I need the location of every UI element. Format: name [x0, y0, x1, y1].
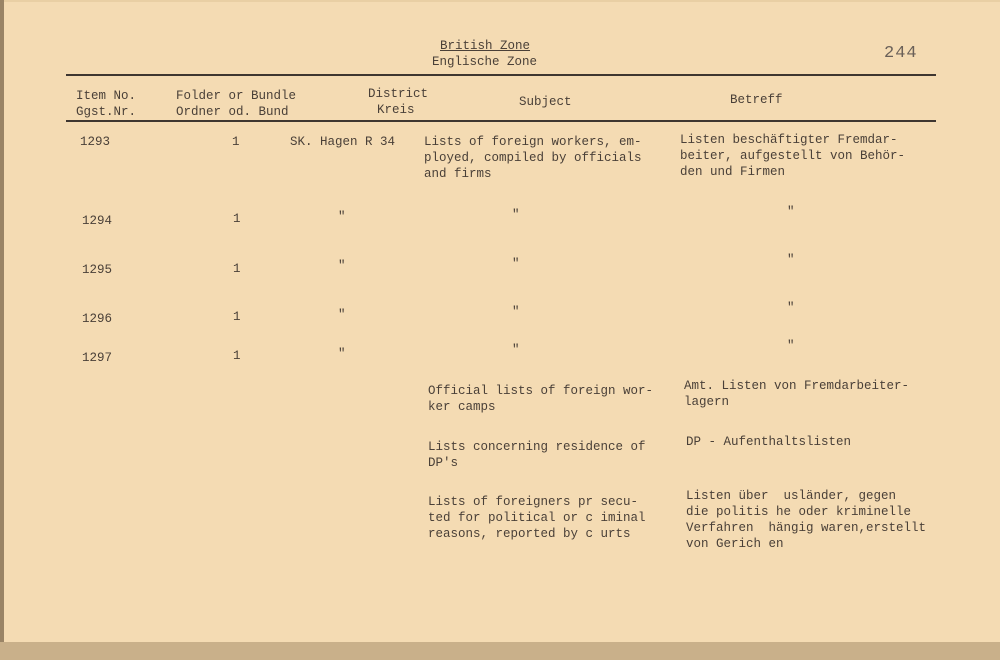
subject-ditto: "	[512, 343, 520, 357]
betreff: Amt. Listen von Fremdarbeiter- lagern	[684, 379, 910, 409]
district: SK. Hagen R 34	[290, 135, 396, 149]
district-ditto: "	[338, 308, 346, 322]
district-ditto: "	[338, 259, 346, 273]
item-number: 1295	[82, 263, 113, 277]
subject-ditto: "	[512, 257, 520, 271]
col-district-de: Kreis	[377, 103, 415, 117]
col-district-en: District	[368, 87, 429, 101]
col-betreff: Betreff	[730, 93, 783, 107]
col-folder-de: Ordner od. Bund	[176, 105, 289, 119]
folder-number: 1	[233, 262, 241, 276]
header-top-rule	[66, 74, 936, 76]
folder-number: 1	[233, 212, 241, 226]
betreff-ditto: "	[787, 253, 795, 267]
betreff: Listen beschäftigter Fremdar- beiter, aufgestellt von Behör- den und Firmen	[680, 133, 906, 179]
col-item-de: Ggst.Nr.	[76, 105, 137, 119]
folder-number: 1	[233, 349, 241, 363]
subject: Lists of foreign workers, em- ployed, compiled by officials and firms	[424, 135, 642, 181]
betreff-ditto: "	[787, 301, 795, 315]
subject: Official lists of foreign wor- ker camps	[428, 384, 654, 414]
betreff: DP - Aufenthaltslisten	[686, 435, 852, 449]
item-number: 1296	[82, 312, 113, 326]
page-bottom-edge	[0, 642, 1000, 660]
col-folder-en: Folder or Bundle	[176, 89, 297, 103]
col-subject: Subject	[519, 95, 572, 109]
subject: Lists concerning residence of DP's	[428, 440, 646, 470]
folder-number: 1	[232, 135, 240, 149]
district-ditto: "	[338, 210, 346, 224]
zone-title-en: British Zone	[440, 39, 531, 53]
item-number: 1293	[80, 135, 111, 149]
document-page	[4, 2, 1000, 642]
subject-ditto: "	[512, 305, 520, 319]
betreff-ditto: "	[787, 205, 795, 219]
item-number: 1297	[82, 351, 113, 365]
item-number: 1294	[82, 214, 113, 228]
zone-title-de: Englische Zone	[432, 55, 538, 69]
col-item-en: Item No.	[76, 89, 137, 103]
subject: Lists of foreigners pr secu- ted for political or c iminal reasons, reported by c urts	[428, 495, 646, 541]
district-ditto: "	[338, 347, 346, 361]
betreff: Listen über usländer, gegen die politis he oder kriminelle Verfahren hängig waren,erstellt von Gerich en	[686, 489, 927, 551]
header-bottom-rule	[66, 120, 936, 122]
subject-ditto: "	[512, 208, 520, 222]
folder-number: 1	[233, 310, 241, 324]
betreff-ditto: "	[787, 339, 795, 353]
page-number: 244	[884, 44, 918, 63]
